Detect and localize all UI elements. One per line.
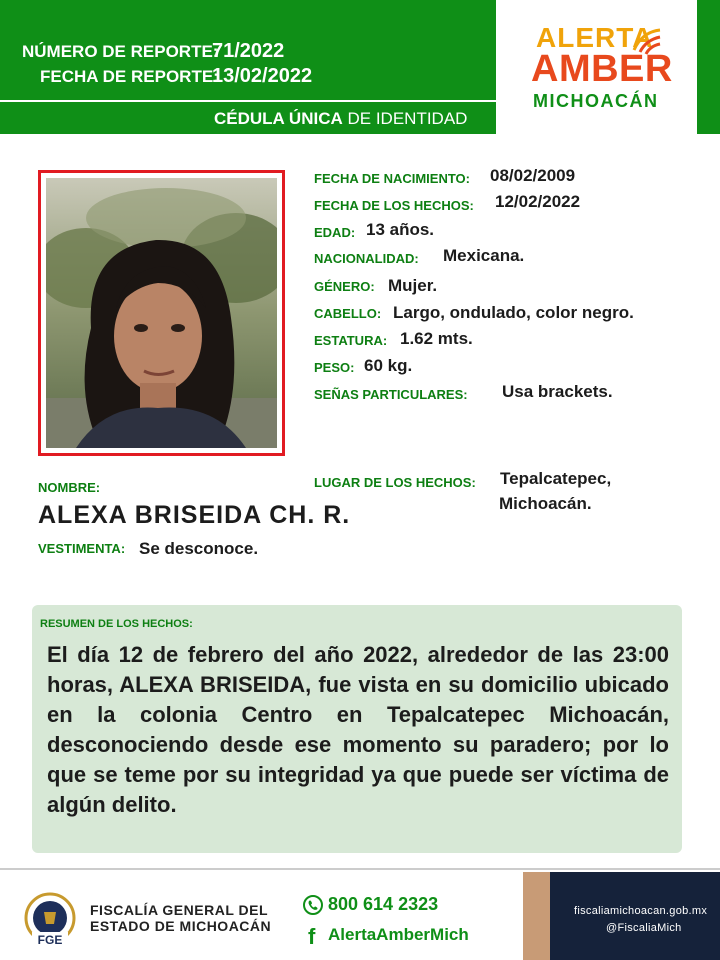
age-label: EDAD:	[314, 225, 356, 240]
birthdate-label: FECHA DE NACIMIENTO:	[314, 171, 470, 186]
gender-value: Mujer.	[388, 276, 438, 295]
website-link[interactable]: fiscaliamichoacan.gob.mx	[574, 905, 708, 917]
fge-name-line1: FISCALÍA GENERAL DEL	[90, 902, 269, 918]
hair-label: CABELLO:	[314, 306, 382, 321]
age-value: 13 años.	[366, 220, 435, 239]
logo-amber: AMBER	[531, 48, 673, 90]
place-value-line2: Michoacán.	[499, 494, 592, 513]
name-label: NOMBRE:	[38, 480, 101, 495]
fge-seal-icon	[22, 892, 78, 948]
facebook-handle[interactable]: AlertaAmberMich	[328, 925, 469, 944]
birthdate-value: 08/02/2009	[490, 166, 576, 185]
features-value: Usa brackets.	[502, 382, 613, 401]
clothing-value: Se desconoce.	[139, 539, 259, 558]
event-date-label: FECHA DE LOS HECHOS:	[314, 198, 474, 213]
footer-accent-strip	[523, 872, 550, 960]
missing-person-photo	[46, 178, 277, 448]
cedula-title-bold: CÉDULA ÚNICA	[214, 109, 343, 128]
cedula-title-rest: DE IDENTIDAD	[342, 109, 468, 128]
phone-icon	[302, 894, 324, 916]
nationality-label: NACIONALIDAD:	[314, 251, 419, 266]
report-date-label: FECHA DE REPORTE:	[40, 67, 219, 86]
phone-number[interactable]: 800 614 2323	[328, 894, 439, 914]
logo-alerta: ALERTA	[536, 22, 654, 53]
report-date: 13/02/2022	[212, 65, 313, 87]
twitter-handle[interactable]: @FiscaliaMich	[606, 922, 682, 934]
event-date-value: 12/02/2022	[495, 192, 581, 211]
summary-label: RESUMEN DE LOS HECHOS:	[40, 618, 193, 630]
header-divider	[0, 100, 496, 102]
gender-label: GÉNERO:	[314, 279, 375, 294]
fge-name	[90, 902, 271, 934]
features-label: SEÑAS PARTICULARES:	[314, 387, 468, 402]
weight-label: PESO:	[314, 360, 355, 375]
height-value: 1.62 mts.	[400, 329, 473, 348]
cedula-title	[214, 109, 467, 129]
report-number: 71/2022	[212, 40, 285, 62]
header-side-stripe	[697, 0, 720, 134]
height-label: ESTATURA:	[314, 333, 388, 348]
summary-text: El día 12 de febrero del año 2022, alrededor de las 23:00 horas, ALEXA BRISEIDA, fue vista en su domicilio ubicado en la colonia Centro en Tepalcatepec Michoacán, desconociendo desde ese momento su paradero; por lo que se teme por su integridad ya que puede ser víctima de algún delito.	[47, 642, 669, 817]
weight-value: 60 kg.	[364, 356, 413, 375]
clothing-label: VESTIMENTA:	[38, 541, 126, 556]
place-value-line1: Tepalcatepec,	[500, 469, 612, 488]
footer-divider	[0, 868, 720, 870]
report-number-label: NÚMERO DE REPORTE:	[22, 42, 219, 61]
nationality-value: Mexicana.	[443, 246, 525, 265]
fge-name-line2: ESTADO DE MICHOACÁN	[90, 918, 272, 934]
hair-value: Largo, ondulado, color negro.	[393, 303, 634, 322]
facebook-icon: f	[308, 924, 316, 949]
fge-seal-text: FGE	[37, 933, 63, 947]
person-name: ALEXA BRISEIDA CH. R.	[38, 501, 351, 529]
place-label: LUGAR DE LOS HECHOS:	[314, 475, 476, 490]
logo-michoacan: MICHOACÁN	[533, 91, 659, 111]
